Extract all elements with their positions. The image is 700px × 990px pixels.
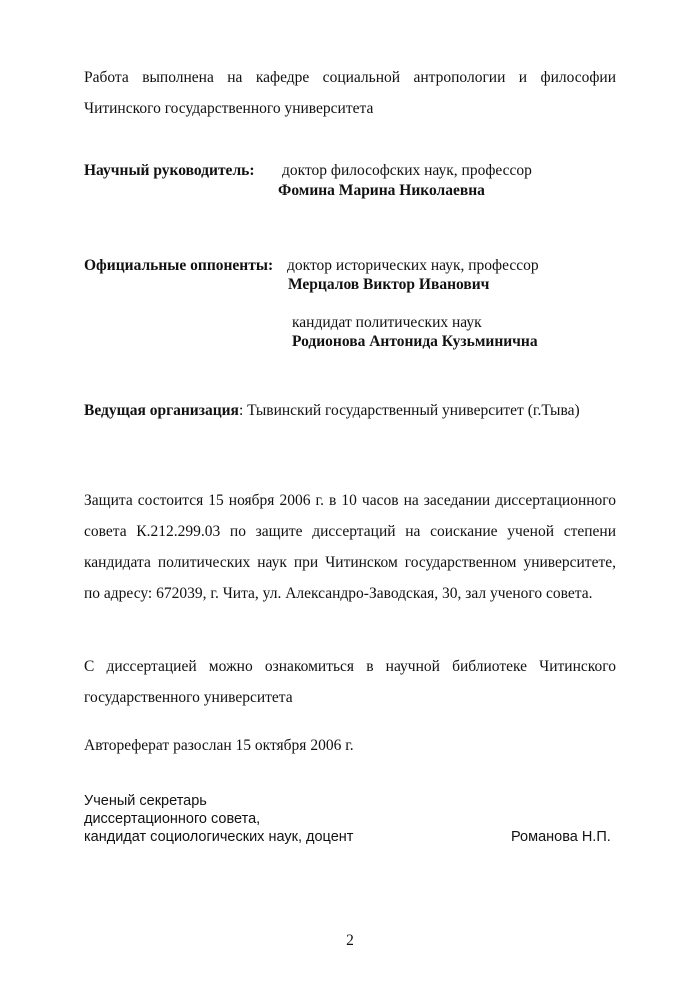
supervisor-degree: доктор философских наук, профессор bbox=[282, 162, 532, 179]
lead-organization-text: : Тывинский государственный университет (г.Тыва) bbox=[238, 402, 580, 419]
supervisor-name: Фомина Марина Николаевна bbox=[278, 182, 485, 199]
opponent-2-degree: кандидат политических наук bbox=[292, 314, 482, 331]
secretary-name: Романова Н.П. bbox=[511, 829, 611, 845]
opponent-1-name: Мерцалов Виктор Иванович bbox=[288, 276, 490, 293]
lead-organization-label: Ведущая организация bbox=[84, 402, 239, 419]
secretary-title-line2: диссертационного совета, bbox=[84, 811, 261, 827]
intro-text: Работа выполнена на кафедре социальной антропологии и философии Читинского государственного университета bbox=[84, 69, 616, 117]
secretary-title-line3: кандидат социологических наук, доцент bbox=[84, 829, 354, 845]
sent-date: Автореферат разослан 15 октября 2006 г. bbox=[84, 737, 354, 754]
defense-text: Защита состоится 15 ноября 2006 г. в 10 часов на заседании диссертационного совета К.212.299.03 по защите диссертаций на соискание ученой степени кандидата политических наук при Читинском государственном университете, по адресу: 672039, г. Чита, ул. Александро-Заводская, 30, зал ученого совета. bbox=[84, 492, 616, 602]
supervisor-label: Научный руководитель: bbox=[84, 162, 255, 179]
opponent-2-name: Родионова Антонида Кузьминична bbox=[292, 333, 538, 350]
opponent-1-degree: доктор исторических наук, профессор bbox=[287, 257, 539, 274]
page-number: 2 bbox=[346, 932, 354, 949]
library-text: С диссертацией можно ознакомиться в научной библиотеке Читинского государственного университета bbox=[84, 658, 616, 706]
opponents-label: Официальные оппоненты: bbox=[84, 257, 274, 274]
lead-organization bbox=[84, 401, 580, 421]
intro-paragraph bbox=[84, 62, 616, 124]
secretary-title-line1: Ученый секретарь bbox=[84, 793, 207, 809]
library-paragraph bbox=[84, 651, 616, 713]
defense-paragraph bbox=[84, 485, 616, 609]
